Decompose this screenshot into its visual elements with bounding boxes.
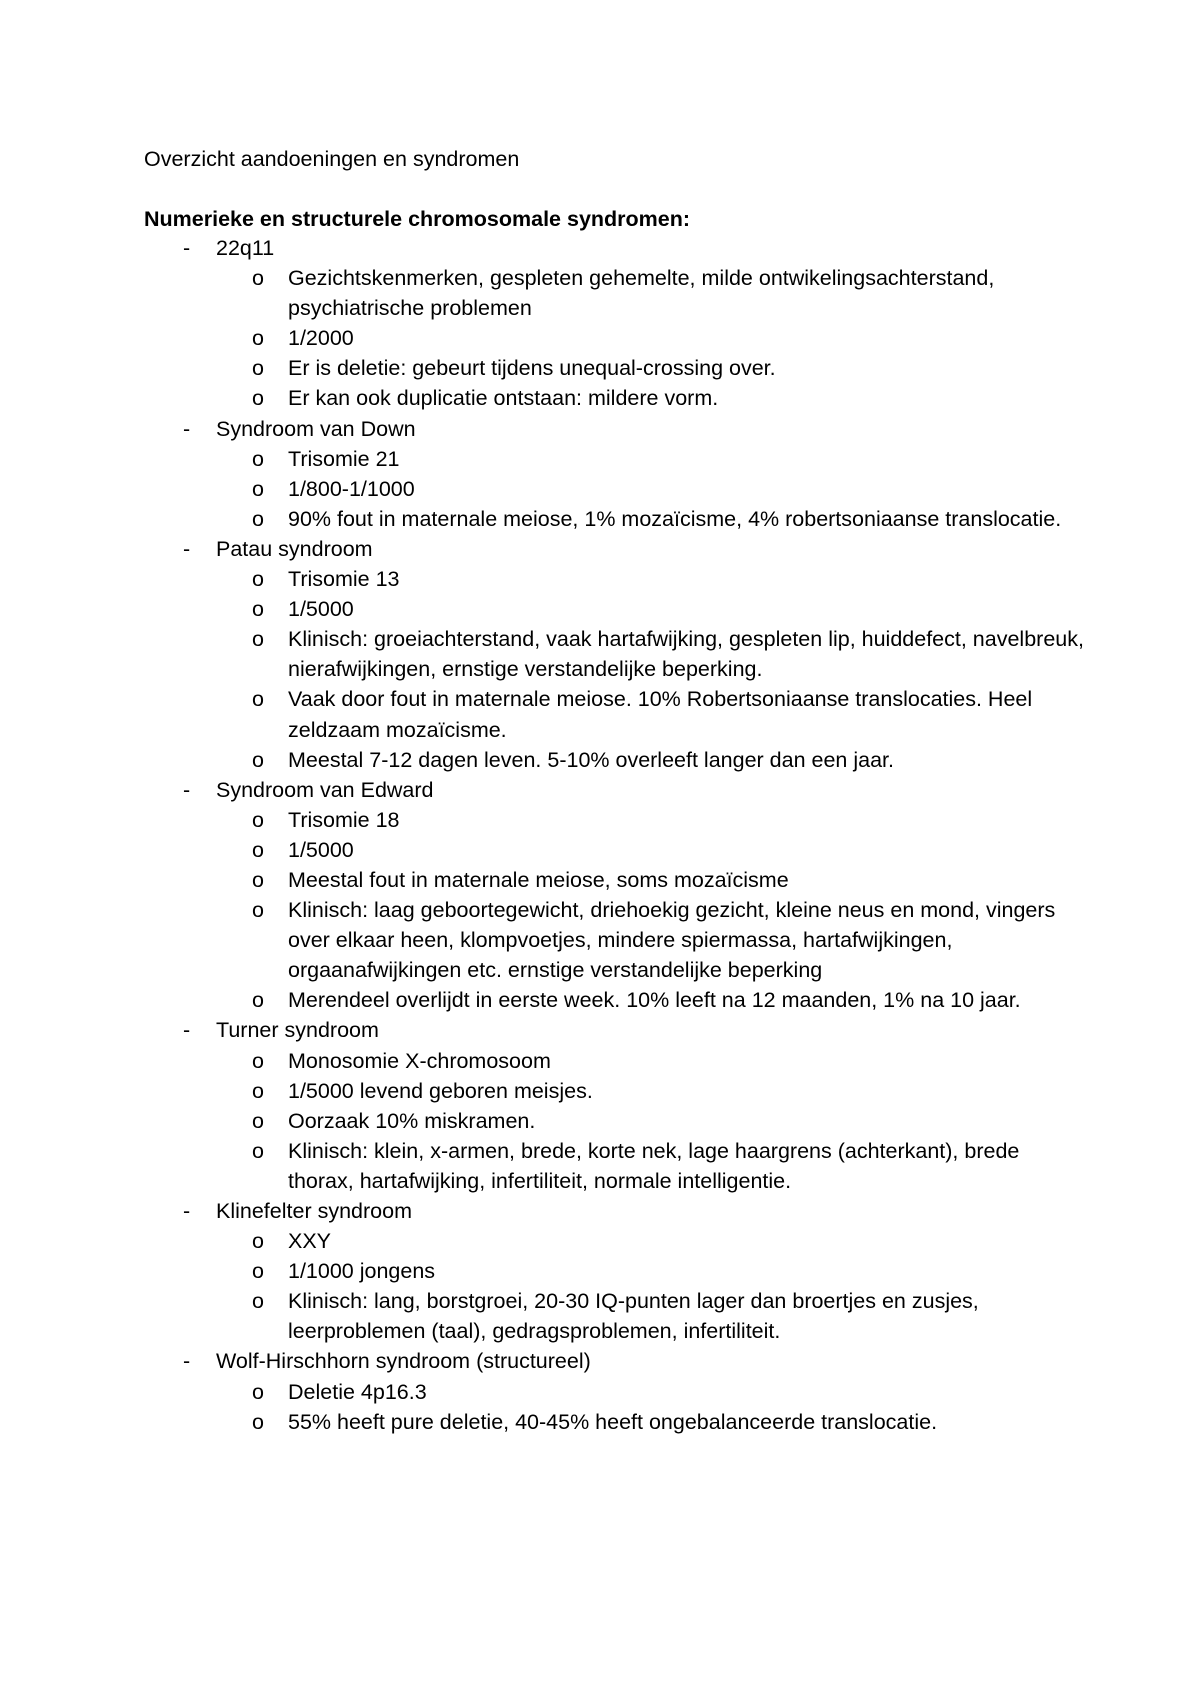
circle-bullet-marker: o (252, 597, 264, 622)
circle-bullet-marker: o (252, 1138, 264, 1163)
detail-text: Klinisch: laag geboortegewicht, driehoekig gezicht, kleine neus en mond, vingers over elkaar heen, klompvoetjes, mindere spiermassa, hartafwijkingen, orgaanafwijkingen etc. ernstige verstandelijke beperking (288, 898, 1056, 983)
syndrome-details (216, 805, 1084, 1016)
detail-item (216, 1046, 1084, 1076)
circle-bullet-marker: o (252, 266, 264, 291)
detail-text: 1/5000 levend geboren meisjes. (288, 1078, 593, 1103)
detail-text: 55% heeft pure deletie, 40-45% heeft ongebalanceerde translocatie. (288, 1409, 938, 1434)
detail-item (216, 1226, 1084, 1256)
section-heading: Numerieke en structurele chromosomale syndromen: (144, 207, 691, 231)
detail-text: 90% fout in maternale meiose, 1% mozaïcisme, 4% robertsoniaanse translocatie. (288, 506, 1062, 531)
detail-item (216, 444, 1084, 474)
detail-text: Er is deletie: gebeurt tijdens unequal-crossing over. (288, 356, 776, 381)
circle-bullet-marker: o (252, 476, 264, 501)
detail-text: Deletie 4p16.3 (288, 1379, 427, 1404)
detail-item (216, 1407, 1084, 1437)
detail-item (216, 263, 1084, 323)
syndrome-list (144, 233, 1084, 1437)
detail-item (216, 594, 1084, 624)
syndrome-item (144, 1015, 1084, 1196)
circle-bullet-marker: o (252, 567, 264, 592)
syndrome-name: Turner syndroom (216, 1018, 379, 1043)
detail-item (216, 323, 1084, 353)
detail-item (216, 985, 1084, 1015)
detail-item (216, 895, 1084, 985)
circle-bullet-marker: o (252, 898, 264, 923)
detail-text: XXY (288, 1229, 332, 1254)
detail-item (216, 745, 1084, 775)
circle-bullet-marker: o (252, 747, 264, 772)
detail-text: Trisomie 18 (288, 807, 400, 832)
detail-item (216, 1286, 1084, 1346)
circle-bullet-marker: o (252, 386, 264, 411)
circle-bullet-marker: o (252, 326, 264, 351)
syndrome-name: Wolf-Hirschhorn syndroom (structureel) (216, 1349, 591, 1374)
detail-text: Meestal 7-12 dagen leven. 5-10% overleeft langer dan een jaar. (288, 747, 894, 772)
detail-item (216, 353, 1084, 383)
syndrome-details (216, 1226, 1084, 1346)
syndrome-name: 22q11 (216, 236, 275, 260)
syndrome-item (144, 1346, 1084, 1436)
syndrome-details (216, 564, 1084, 775)
circle-bullet-marker: o (252, 1259, 264, 1284)
syndrome-item (144, 775, 1084, 1016)
detail-text: Gezichtskenmerken, gespleten gehemelte, milde ontwikelingsachterstand, psychiatrische problemen (288, 266, 995, 321)
detail-text: Merendeel overlijdt in eerste week. 10% leeft na 12 maanden, 1% na 10 jaar. (288, 988, 1021, 1013)
syndrome-details (216, 444, 1084, 534)
circle-bullet-marker: o (252, 988, 264, 1013)
circle-bullet-marker: o (252, 807, 264, 832)
circle-bullet-marker: o (252, 687, 264, 712)
circle-bullet-marker: o (252, 506, 264, 531)
detail-item (216, 1106, 1084, 1136)
detail-item (216, 383, 1084, 413)
dash-marker: - (183, 416, 191, 441)
dash-marker: - (183, 1199, 191, 1223)
detail-item (216, 1256, 1084, 1286)
syndrome-details (216, 1046, 1084, 1196)
detail-text: Oorzaak 10% miskramen. (288, 1108, 536, 1133)
dash-marker: - (183, 536, 191, 561)
detail-item (216, 684, 1084, 744)
circle-bullet-marker: o (252, 1409, 264, 1434)
syndrome-item (144, 414, 1084, 534)
detail-item (216, 1377, 1084, 1407)
circle-bullet-marker: o (252, 356, 264, 381)
detail-text: Monosomie X-chromosoom (288, 1048, 551, 1073)
circle-bullet-marker: o (252, 1108, 264, 1133)
detail-text: 1/5000 (288, 597, 354, 622)
syndrome-name: Syndroom van Down (216, 416, 416, 441)
document-title: Overzicht aandoeningen en syndromen (144, 147, 520, 171)
detail-item (216, 835, 1084, 865)
syndrome-item (144, 534, 1084, 775)
syndrome-details (216, 263, 1084, 413)
circle-bullet-marker: o (252, 1078, 264, 1103)
syndrome-name: Patau syndroom (216, 536, 373, 561)
dash-marker: - (183, 777, 191, 802)
detail-item (216, 564, 1084, 594)
detail-text: Trisomie 13 (288, 567, 400, 592)
detail-item (216, 805, 1084, 835)
dash-marker: - (183, 1018, 191, 1043)
circle-bullet-marker: o (252, 867, 264, 892)
syndrome-name: Klinefelter syndroom (216, 1199, 412, 1223)
detail-text: 1/5000 (288, 837, 354, 862)
detail-text: Klinisch: lang, borstgroei, 20-30 IQ-punten lager dan broertjes en zusjes, leerproblemen (taal), gedragsproblemen, infertiliteit. (288, 1289, 979, 1344)
detail-text: 1/1000 jongens (288, 1259, 436, 1284)
detail-item (216, 1076, 1084, 1106)
circle-bullet-marker: o (252, 1289, 264, 1314)
dash-marker: - (183, 236, 191, 260)
syndrome-item (144, 1196, 1084, 1346)
detail-text: 1/2000 (288, 326, 354, 351)
circle-bullet-marker: o (252, 627, 264, 652)
circle-bullet-marker: o (252, 446, 264, 471)
circle-bullet-marker: o (252, 1229, 264, 1254)
detail-text: Klinisch: klein, x-armen, brede, korte nek, lage haargrens (achterkant), brede thorax, hartafwijking, infertiliteit, normale intelligentie. (288, 1138, 1020, 1193)
detail-item (216, 624, 1084, 684)
detail-item (216, 474, 1084, 504)
detail-text: 1/800-1/1000 (288, 476, 415, 501)
detail-text: Vaak door fout in maternale meiose. 10% Robertsoniaanse translocaties. Heel zeldzaam mozaïcisme. (288, 687, 1033, 742)
circle-bullet-marker: o (252, 1379, 264, 1404)
detail-item (216, 504, 1084, 534)
syndrome-name: Syndroom van Edward (216, 777, 434, 802)
syndrome-details (216, 1377, 1084, 1437)
detail-item (216, 1136, 1084, 1196)
dash-marker: - (183, 1349, 191, 1374)
detail-item (216, 865, 1084, 895)
circle-bullet-marker: o (252, 1048, 264, 1073)
circle-bullet-marker: o (252, 837, 264, 862)
detail-text: Trisomie 21 (288, 446, 400, 471)
detail-text: Meestal fout in maternale meiose, soms mozaïcisme (288, 867, 789, 892)
syndrome-item (144, 233, 1084, 414)
detail-text: Er kan ook duplicatie ontstaan: mildere vorm. (288, 386, 719, 411)
detail-text: Klinisch: groeiachterstand, vaak hartafwijking, gespleten lip, huiddefect, navelbreuk, nierafwijkingen, ernstige verstandelijke beperking. (288, 627, 1084, 682)
